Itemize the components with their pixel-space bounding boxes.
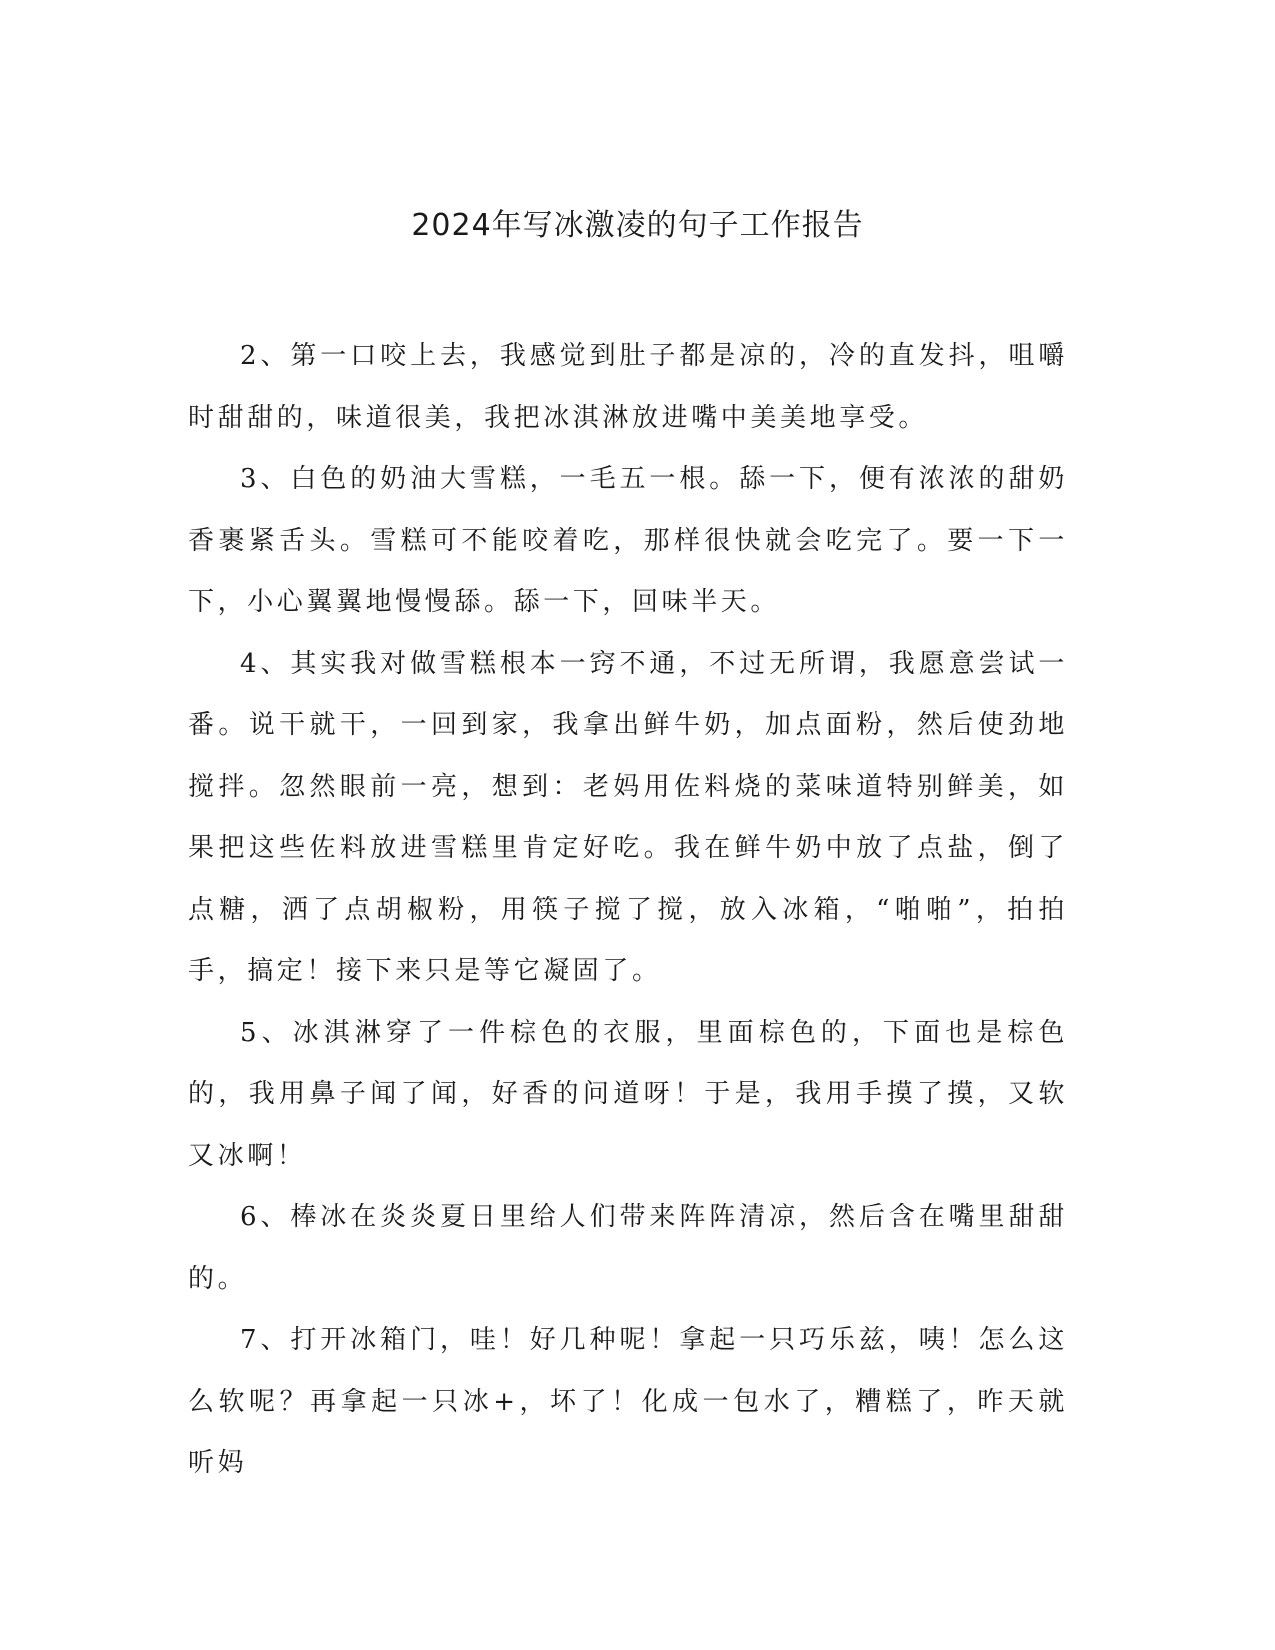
paragraph-3: 3、白色的奶油大雪糕，一毛五一根。舔一下，便有浓浓的甜奶香裹紧舌头。雪糕可不能咬着吃，那样很快就会吃完了。要一下一下，小心翼翼地慢慢舔。舔一下，回味半天。 bbox=[188, 464, 1068, 617]
document-body bbox=[188, 326, 1068, 1495]
document-title: 2024年写冰激凌的句子工作报告 bbox=[411, 208, 864, 243]
paragraph-5: 5、冰淇淋穿了一件棕色的衣服，里面棕色的，下面也是棕色的，我用鼻子闻了闻，好香的问道呀！于是，我用手摸了摸，又软又冰啊！ bbox=[188, 1017, 1068, 1171]
paragraph-7: 7、打开冰箱门，哇！好几种呢！拿起一只巧乐兹，咦！怎么这么软呢？再拿起一只冰+，坏了！化成一包水了，糟糕了，昨天就听妈 bbox=[188, 1325, 1068, 1478]
paragraph-6: 6、棒冰在炎炎夏日里给人们带来阵阵清凉，然后含在嘴里甜甜的。 bbox=[188, 1202, 1068, 1294]
paragraph-4: 4、其实我对做雪糕根本一窍不通，不过无所谓，我愿意尝试一番。说干就干，一回到家，我拿出鲜牛奶，加点面粉，然后使劲地搅拌。忽然眼前一亮，想到：老妈用佐料烧的菜味道特别鲜美，如果把这些佐料放进雪糕里肯定好吃。我在鲜牛奶中放了点盐，倒了点糖，洒了点胡椒粉，用筷子搅了搅，放入冰箱，“啪啪”，拍拍手，搞定！接下来只是等它凝固了。 bbox=[188, 648, 1068, 986]
paragraph-2: 2、第一口咬上去，我感觉到肚子都是凉的，冷的直发抖，咀嚼时甜甜的，味道很美，我把冰淇淋放进嘴中美美地享受。 bbox=[188, 341, 1068, 433]
